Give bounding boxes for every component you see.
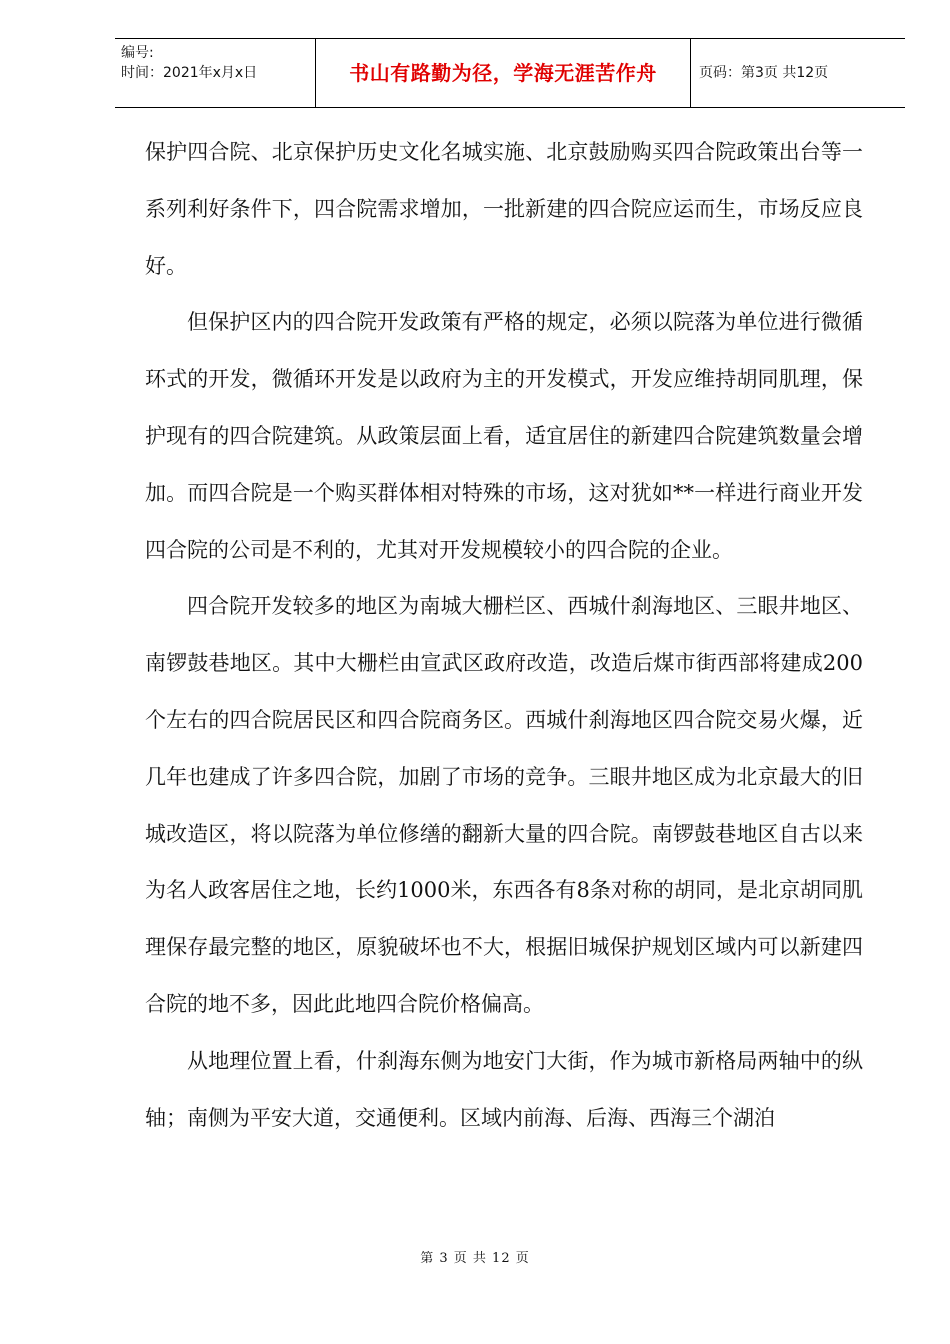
header-motto: 书山有路勤为径，学海无涯苦作舟 — [349, 61, 657, 85]
page-header — [115, 38, 905, 108]
header-meta — [121, 43, 257, 83]
paragraph: 四合院开发较多的地区为南城大栅栏区、西城什刹海地区、三眼井地区、南锣鼓巷地区。其中大栅栏由宣武区政府改造，改造后煤市街西部将建成200个左右的四合院居民区和四合院商务区。西城什刹海地区四合院交易火爆，近几年也建成了许多四合院，加剧了市场的竞争。三眼井地区成为北京最大的旧城改造区，将以院落为单位修缮的翻新大量的四合院。南锣鼓巷地区自古以来为名人政客居住之地，长约1000米，东西各有8条对称的胡同，是北京胡同肌理保存最完整的地区，原貌破坏也不大，根据旧城保护规划区域内可以新建四合院的地不多，因此此地四合院价格偏高。 — [145, 594, 863, 1016]
document-body — [145, 124, 863, 1146]
paragraph: 从地理位置上看，什刹海东侧为地安门大街，作为城市新格局两轴中的纵轴；南侧为平安大道，交通便利。区域内前海、后海、西海三个湖泊 — [145, 1048, 863, 1130]
doc-number-label: 编号: — [121, 45, 154, 61]
header-divider — [690, 39, 691, 107]
date-label: 时间：2021年x月x日 — [121, 65, 258, 81]
page-footer: 第 3 页 共 12 页 — [420, 1251, 530, 1266]
header-page-info: 页码：第3页 共12页 — [699, 65, 829, 81]
paragraph: 但保护区内的四合院开发政策有严格的规定，必须以院落为单位进行微循环式的开发，微循环开发是以政府为主的开发模式，开发应维持胡同肌理，保护现有的四合院建筑。从政策层面上看，适宜居住的新建四合院建筑数量会增加。而四合院是一个购买群体相对特殊的市场，这对犹如**一样进行商业开发四合院的公司是不利的，尤其对开发规模较小的四合院的企业。 — [145, 310, 863, 562]
paragraph: 保护四合院、北京保护历史文化名城实施、北京鼓励购买四合院政策出台等一系列利好条件下，四合院需求增加，一批新建的四合院应运而生，市场反应良好。 — [145, 140, 863, 278]
